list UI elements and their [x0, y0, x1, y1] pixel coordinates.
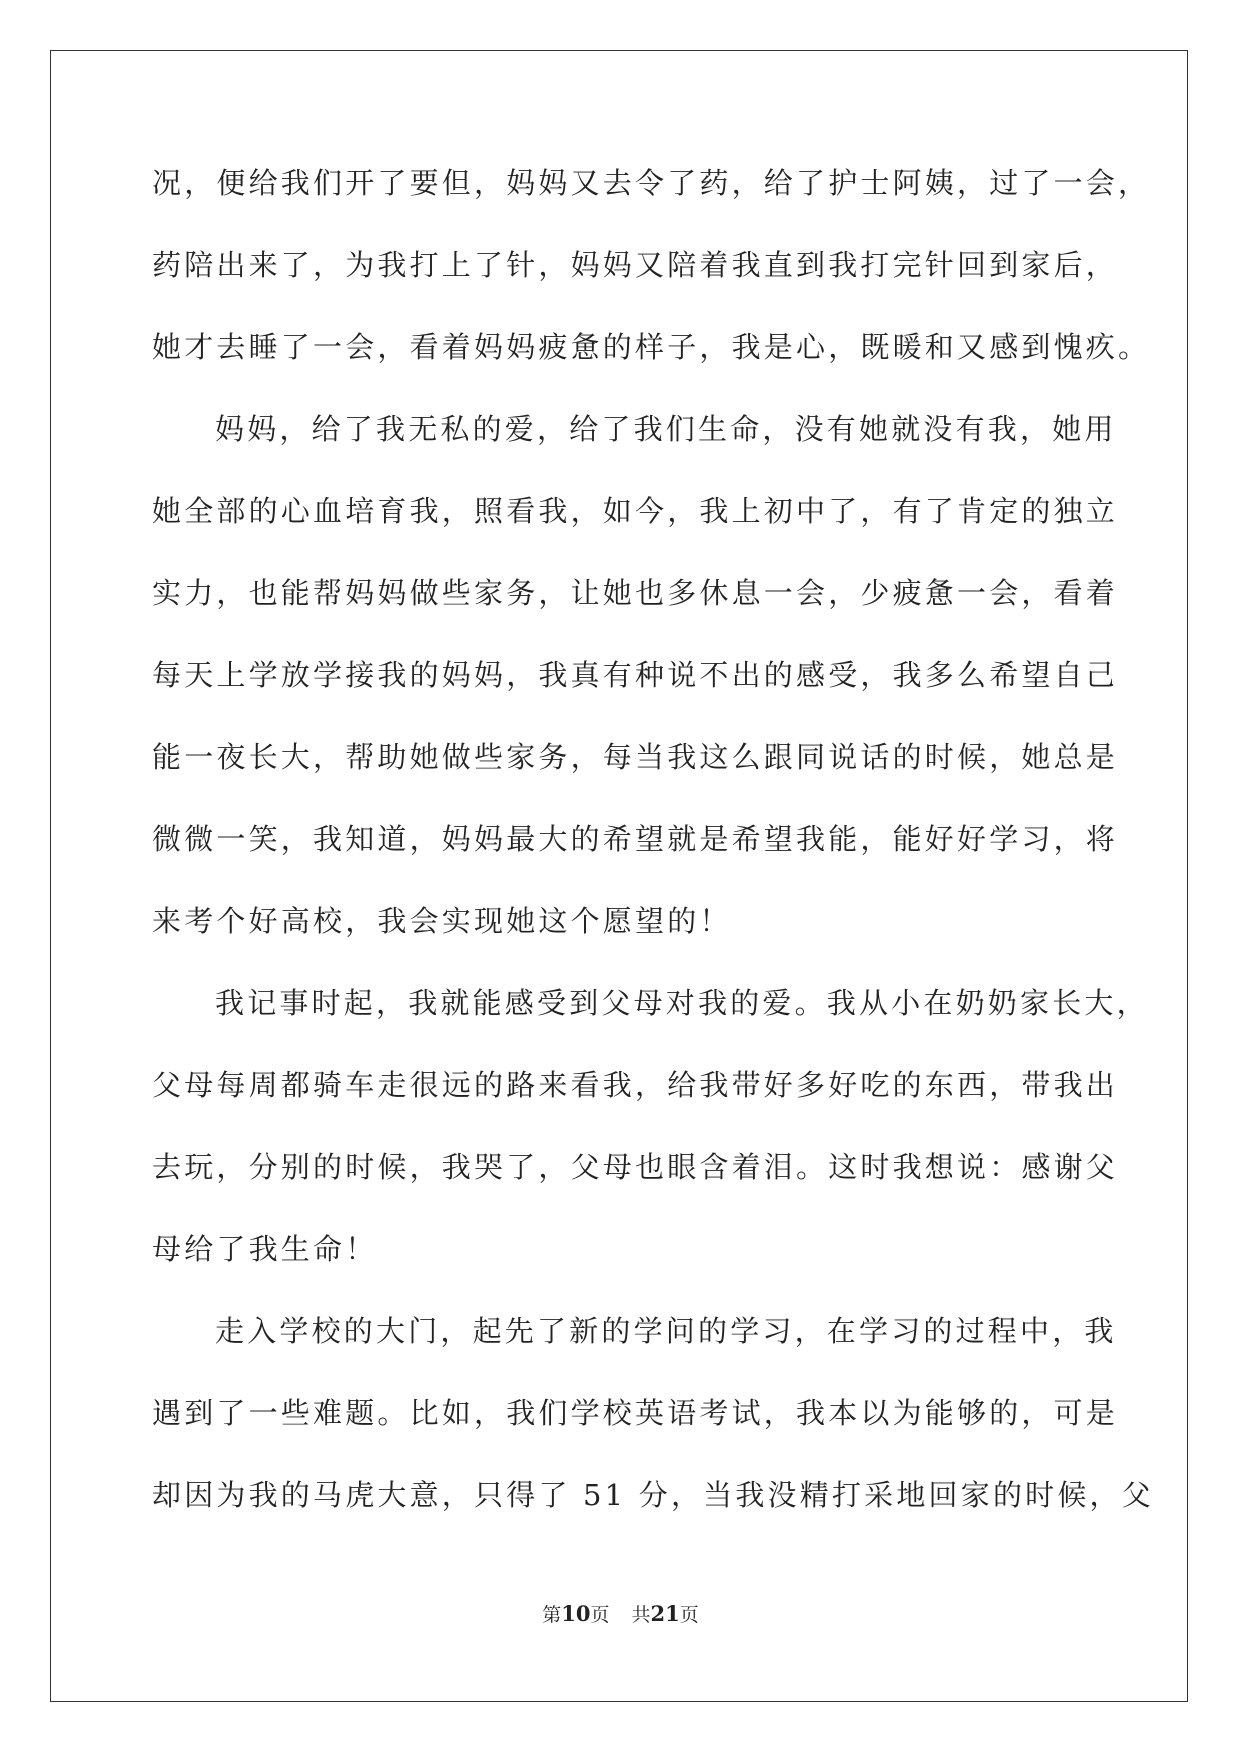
text-line: 遇到了一些难题。比如，我们学校英语考试，我本以为能够的，可是 [152, 1396, 1119, 1430]
text-line: 药陪出来了，为我打上了针，妈妈又陪着我直到我打完针回到家后， [152, 248, 1119, 282]
paragraph-first-line: 走入学校的大门，起先了新的学问的学习，在学习的过程中，我 [215, 1314, 1117, 1348]
text-line: 她全部的心血培育我，照看我，如今，我上初中了，有了肯定的独立 [152, 494, 1119, 528]
page-footer [0, 1600, 1241, 1627]
text-line: 况，便给我们开了要但，妈妈又去令了药，给了护士阿姨，过了一会， [152, 166, 1151, 200]
text-line: 来考个好高校，我会实现她这个愿望的！ [152, 904, 732, 938]
total-prefix: 共 [631, 1604, 651, 1626]
text-line: 母给了我生命！ [152, 1232, 378, 1266]
page-suffix: 页 [590, 1604, 610, 1626]
text-line: 微微一笑，我知道，妈妈最大的希望就是希望我能，能好好学习，将 [152, 822, 1119, 856]
text-line: 她才去睡了一会，看着妈妈疲惫的样子，我是心，既暖和又感到愧疚。 [152, 330, 1151, 364]
total-suffix: 页 [679, 1604, 699, 1626]
paragraph-first-line: 我记事时起，我就能感受到父母对我的爱。我从小在奶奶家长大， [215, 986, 1149, 1020]
text-line: 去玩，分别的时候，我哭了，父母也眼含着泪。这时我想说：感谢父 [152, 1150, 1119, 1184]
page-number: 10 [561, 1601, 591, 1626]
text-line: 能一夜长大，帮助她做些家务，每当我这么跟同说话的时候，她总是 [152, 740, 1119, 774]
document-body [152, 162, 1154, 1556]
text-line: 实力，也能帮妈妈做些家务，让她也多休息一会，少疲惫一会，看着 [152, 576, 1119, 610]
page-prefix: 第 [542, 1604, 562, 1626]
total-pages: 21 [650, 1601, 680, 1626]
text-line: 每天上学放学接我的妈妈，我真有种说不出的感受，我多么希望自己 [152, 658, 1119, 692]
text-line: 父母每周都骑车走很远的路来看我，给我带好多好吃的东西，带我出 [152, 1068, 1119, 1102]
text-line: 却因为我的马虎大意，只得了 51 分，当我没精打采地回家的时候，父 [152, 1478, 1154, 1512]
paragraph-first-line: 妈妈，给了我无私的爱，给了我们生命，没有她就没有我，她用 [215, 412, 1117, 446]
